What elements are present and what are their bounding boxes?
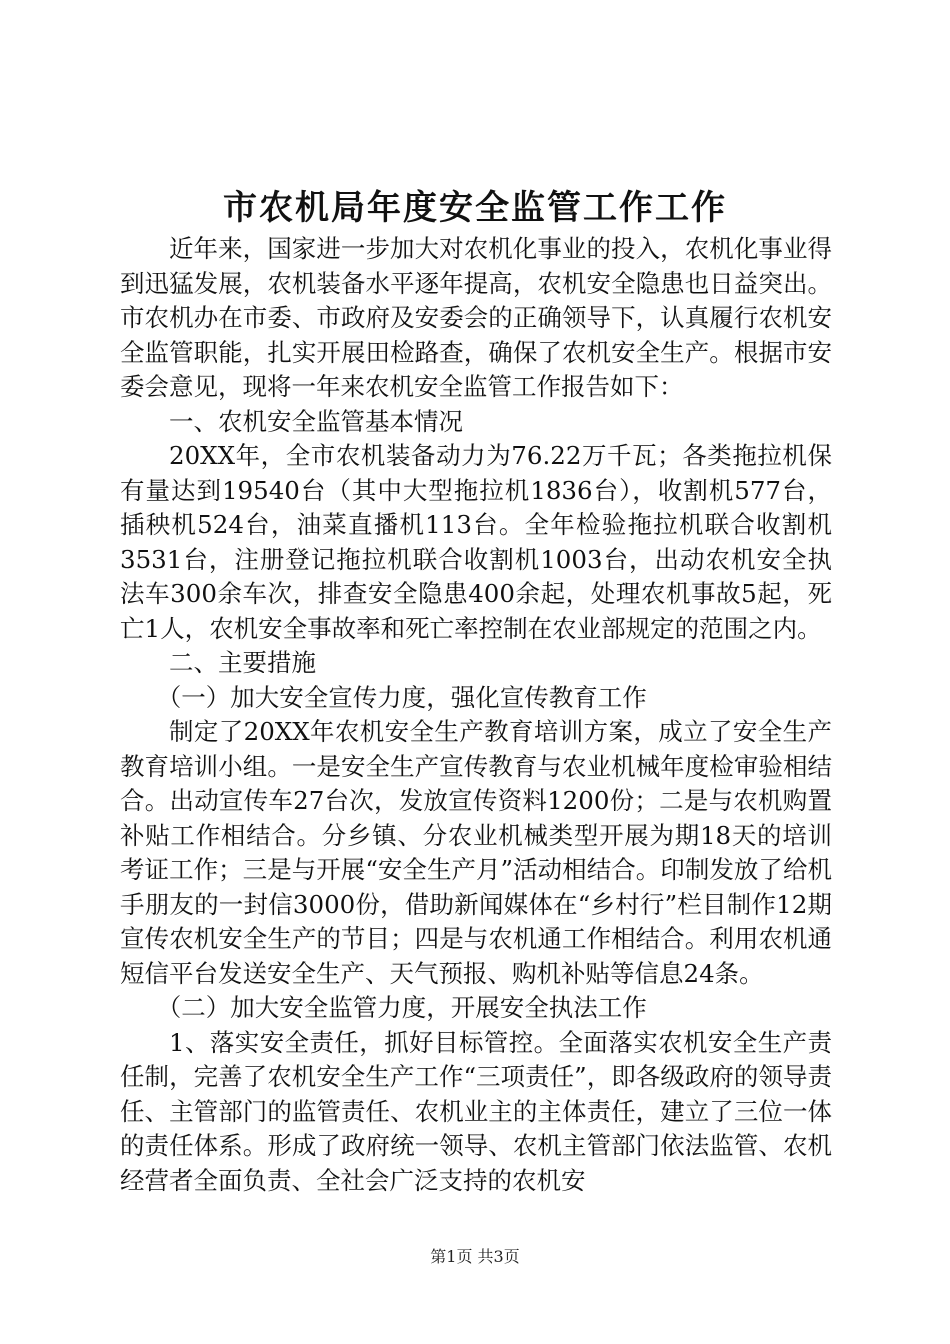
section-heading-main-measures: 二、主要措施 (169, 648, 316, 677)
subsection-heading-publicity: （一）加大安全宣传力度，强化宣传教育工作 (156, 682, 647, 712)
document-body (120, 232, 832, 1198)
page-footer: 第1页 共3页 (430, 1247, 520, 1266)
section-heading-basic-situation: 一、农机安全监管基本情况 (169, 406, 463, 436)
paragraph-statistics: 20XX年，全市农机装备动力为76.22万千瓦；各类拖拉机保有量达到19540台（其中大型拖拉机1836台），收割机577台，插秧机524台，油菜直播机113台。全年检验拖拉机联合收割机3531台，注册登记拖拉机联合收割机1003台，出动农机安全执法车300余车次，排查安全隐患400余起，处理农机事故5起，死亡1人，农机安全事故率和死亡率控制在农业部规定的范围之内。 (120, 441, 832, 643)
paragraph-responsibility: 1、落实安全责任，抓好目标管控。全面落实农机安全生产责任制，完善了农机安全生产工作“三项责任”，即各级政府的领导责任、主管部门的监管责任、农机业主的主体责任，建立了三位一体的责任体系。形成了政府统一领导、农机主管部门依法监管、农机经营者全面负责、全社会广泛支持的农机安 (120, 1027, 832, 1195)
subsection-heading-supervision: （二）加大安全监管力度，开展安全执法工作 (156, 993, 647, 1022)
document-title: 市农机局年度安全监管工作工作 (223, 188, 727, 228)
paragraph-publicity: 制定了20XX年农机安全生产教育培训方案，成立了安全生产教育培训小组。一是安全生产宣传教育与农业机械年度检审验相结合。出动宣传车27台次，发放宣传资料1200份；二是与农机购置补贴工作相结合。分乡镇、分农业机械类型开展为期18天的培训考证工作；三是与开展“安全生产月”活动相结合。印制发放了给机手朋友的一封信3000份，借助新闻媒体在“乡村行”栏目制作12期宣传农机安全生产的节目；四是与农机通工作相结合。利用农机通短信平台发送安全生产、天气预报、购机补贴等信息24条。 (120, 717, 832, 988)
paragraph-intro: 近年来，国家进一步加大对农机化事业的投入，农机化事业得到迅猛发展，农机装备水平逐年提高，农机安全隐患也日益突出。市农机办在市委、市政府及安委会的正确领导下，认真履行农机安全监管职能，扎实开展田检路查，确保了农机安全生产。根据市安委会意见，现将一年来农机安全监管工作报告如下： (120, 234, 832, 401)
